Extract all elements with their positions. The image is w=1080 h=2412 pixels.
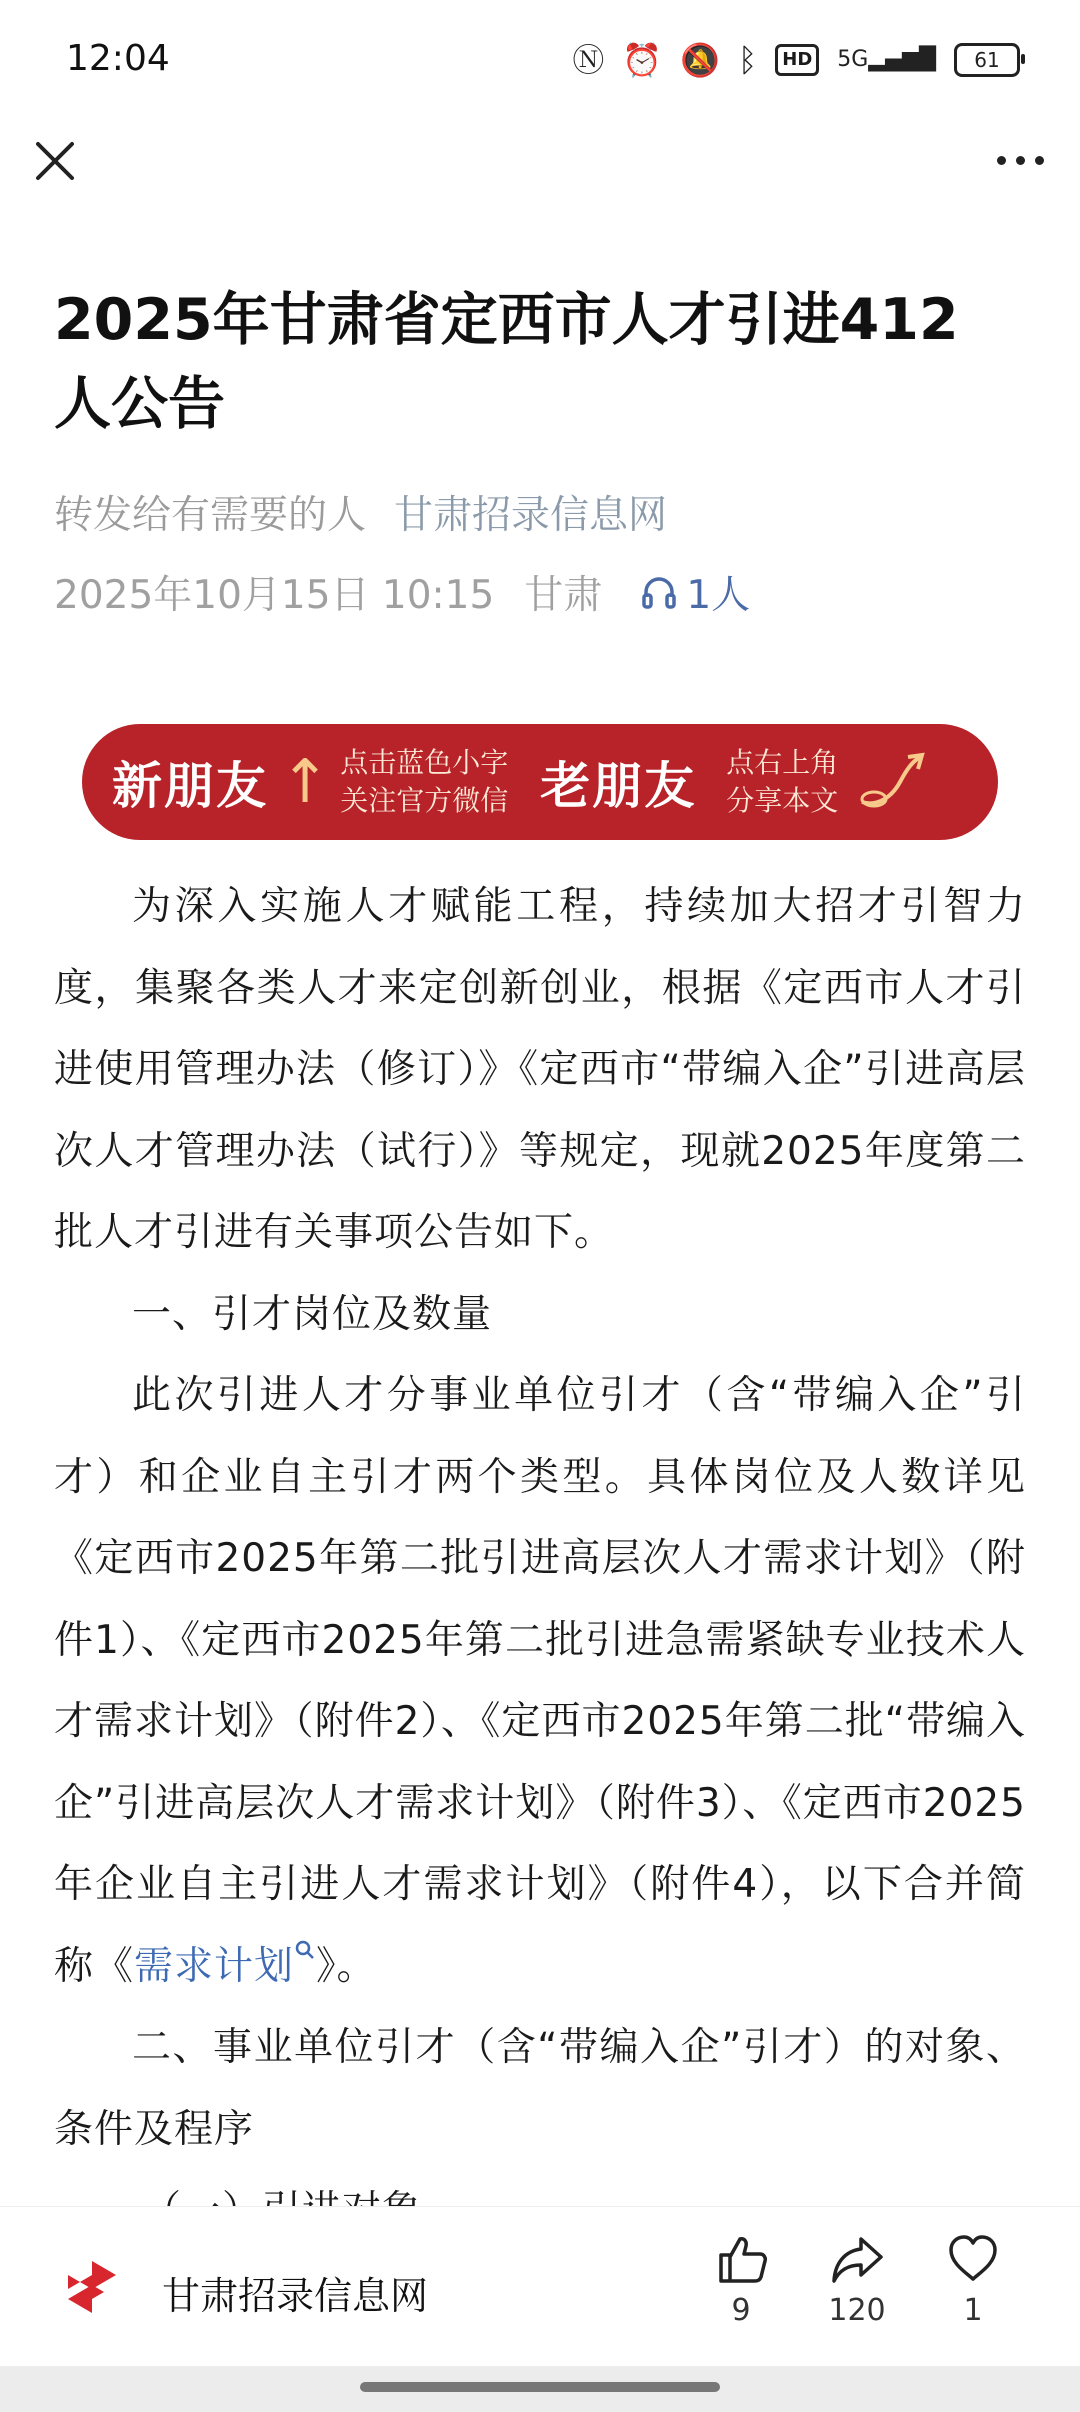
battery-level: 61 xyxy=(974,48,1000,72)
more-options-button[interactable] xyxy=(990,145,1050,175)
alarm-icon: ⏰ xyxy=(622,41,663,79)
search-icon xyxy=(294,1939,316,1961)
listen-count: 1人 xyxy=(686,573,751,618)
article-title: 2025年甘肃省定西市人才引进412人公告 xyxy=(54,287,959,437)
battery-icon xyxy=(954,43,1020,77)
body-paragraph xyxy=(54,1355,1026,2007)
home-indicator xyxy=(360,2382,720,2392)
bluetooth-icon: ᛒ xyxy=(738,41,758,79)
publish-datetime: 2025年10月15日 10:15 xyxy=(54,573,495,618)
forward-text: 转发给有需要的人 xyxy=(54,493,367,538)
close-icon xyxy=(30,136,80,186)
like-count: 9 xyxy=(731,2293,751,2328)
share-button[interactable] xyxy=(812,2231,902,2328)
up-arrow-icon: ↑ xyxy=(280,747,331,817)
status-time: 12:04 xyxy=(66,38,170,79)
demand-plan-link[interactable] xyxy=(134,1944,316,1989)
account-name[interactable]: 甘肃招录信息网 xyxy=(162,2274,429,2318)
banner-new-text xyxy=(340,744,508,820)
article-info xyxy=(54,564,750,620)
paragraph-text: 此次引进人才分事业单位引才（含“带编入企”引才）和企业自主引才两个类型。具体岗位及人数详见《定西市2025年第二批引进高层次人才需求计划》（附件1）、《定西市2025年第二批引进急需紧缺专业技术人才需求计划》（附件2）、《定西市2025年第二批“带编入企”引进高层次人才需求计划》（附件3）、《定西市2025年企业自主引进人才需求计划》（附件4），以下合并简称《 xyxy=(54,1373,1026,1989)
signal-icon: 5G▂▄▆█ xyxy=(837,47,936,72)
source-account-link[interactable]: 甘肃招录信息网 xyxy=(394,493,668,538)
status-bar xyxy=(0,0,1080,120)
mute-icon: 🔕 xyxy=(680,41,721,79)
banner-new-line1: 点击蓝色小字 xyxy=(340,746,509,779)
follow-banner[interactable] xyxy=(82,724,998,840)
close-button[interactable] xyxy=(30,136,80,186)
network-type: 5G xyxy=(837,47,869,72)
banner-new-friend: 新朋友 xyxy=(112,757,268,815)
heart-icon xyxy=(945,2231,1001,2287)
banner-old-line2: 分享本文 xyxy=(726,784,839,817)
listen-button[interactable] xyxy=(640,564,750,620)
more-dot-icon xyxy=(997,156,1006,165)
gesture-navigation-bar[interactable] xyxy=(0,2366,1080,2412)
share-curve-arrow-icon xyxy=(852,747,932,817)
bottom-action-bar xyxy=(0,2206,1080,2367)
publish-location: 甘肃 xyxy=(524,573,603,618)
paragraph-text: 》。 xyxy=(316,1943,377,1989)
banner-old-friend: 老朋友 xyxy=(540,757,697,815)
more-dot-icon xyxy=(1035,156,1044,165)
headphones-icon xyxy=(640,573,678,611)
section-heading: 一、引才岗位及数量 xyxy=(132,1291,493,1337)
demand-plan-link-text: 需求计划 xyxy=(134,1943,295,1989)
banner-old-line1: 点右上角 xyxy=(726,746,839,779)
banner-new-line2: 关注官方微信 xyxy=(340,784,509,817)
favorite-count: 1 xyxy=(963,2293,983,2328)
share-count: 120 xyxy=(828,2293,886,2328)
like-button[interactable] xyxy=(696,2231,786,2328)
body-paragraph: 为深入实施人才赋能工程，持续加大招才引智力度，集聚各类人才来定创新创业，根据《定西市人才引进使用管理办法（修订）》《定西市“带编入企”引进高层次人才管理办法（试行）》等规定，现就2025年度第二批人才引进有关事项公告如下。 xyxy=(54,884,1026,1255)
nfc-icon: Ⓝ xyxy=(572,41,605,79)
account-logo[interactable] xyxy=(62,2257,122,2317)
banner-old-text xyxy=(726,744,838,820)
status-icons xyxy=(572,40,1020,80)
section-heading: 二、事业单位引才（含“带编入企”引才）的对象、条件及程序 xyxy=(54,2025,1026,2152)
thumbs-up-icon xyxy=(713,2231,769,2287)
hd-badge: HD xyxy=(775,44,819,76)
favorite-button[interactable] xyxy=(928,2231,1018,2328)
more-dot-icon xyxy=(1016,156,1025,165)
share-arrow-icon xyxy=(829,2231,885,2287)
article-body xyxy=(54,866,1026,2252)
article-meta xyxy=(54,484,667,540)
